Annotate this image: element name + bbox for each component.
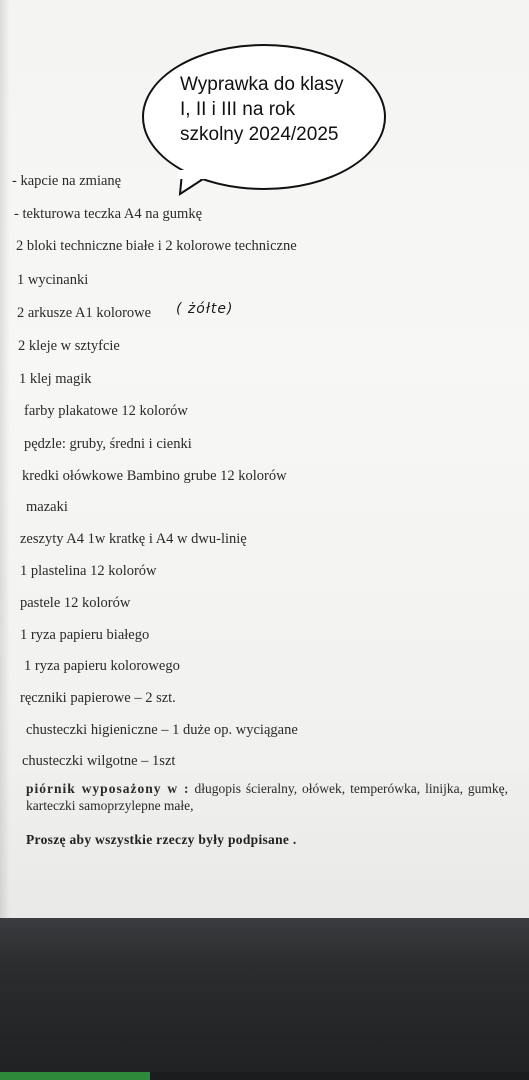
list-item: pędzle: gruby, średni i cienki bbox=[24, 436, 192, 452]
bubble-title-line-2: I, II i III na rok bbox=[180, 99, 296, 120]
paper-edge-shadow bbox=[0, 0, 10, 918]
bubble-title-line-1: Wyprawka do klasy bbox=[180, 74, 344, 95]
list-item: - tekturowa teczka A4 na gumkę bbox=[14, 206, 203, 222]
list-item: 1 ryza papieru kolorowego bbox=[24, 658, 180, 674]
list-item: mazaki bbox=[26, 499, 68, 515]
list-item: ręczniki papierowe – 2 szt. bbox=[20, 690, 176, 706]
dark-strip bbox=[150, 1072, 529, 1080]
list-item: chusteczki wilgotne – 1szt bbox=[22, 753, 176, 769]
desk-background bbox=[0, 918, 529, 1080]
list-item: zeszyty A4 1w kratkę i A4 w dwu-linię bbox=[20, 531, 247, 547]
list-item: 2 arkusze A1 kolorowe bbox=[17, 305, 152, 321]
list-item: farby plakatowe 12 kolorów bbox=[24, 403, 188, 419]
list-item: chusteczki higieniczne – 1 duże op. wyciągane bbox=[26, 722, 298, 738]
list-item: 1 klej magik bbox=[19, 371, 92, 387]
list-item: kredki ołówkowe Bambino grube 12 kolorów bbox=[22, 468, 287, 484]
bubble-title bbox=[180, 72, 370, 147]
list-item: 2 bloki techniczne białe i 2 kolorowe techniczne bbox=[16, 238, 297, 254]
green-strip bbox=[0, 1072, 150, 1080]
speech-bubble-joint bbox=[178, 170, 208, 182]
pencil-case-label: piórnik wyposażony w : bbox=[26, 781, 190, 796]
bubble-title-line-3: szkolny 2024/2025 bbox=[180, 124, 339, 145]
final-note: Proszę aby wszystkie rzeczy były podpisane . bbox=[26, 832, 297, 847]
pencil-case-contents: długopis ścieralny, ołówek, temperówka, linijka, gumkę, karteczki samoprzylepne małe, bbox=[26, 781, 508, 813]
list-item: - kapcie na zmianę bbox=[12, 173, 122, 189]
handwritten-note: ( żółte) bbox=[176, 301, 234, 317]
list-item: 1 plastelina 12 kolorów bbox=[20, 563, 157, 579]
list-item: 1 wycinanki bbox=[17, 272, 89, 288]
list-item: 1 ryza papieru białego bbox=[20, 627, 150, 643]
pencil-case-paragraph bbox=[26, 780, 508, 814]
list-item: pastele 12 kolorów bbox=[20, 595, 131, 611]
list-item: 2 kleje w sztyfcie bbox=[18, 338, 120, 354]
